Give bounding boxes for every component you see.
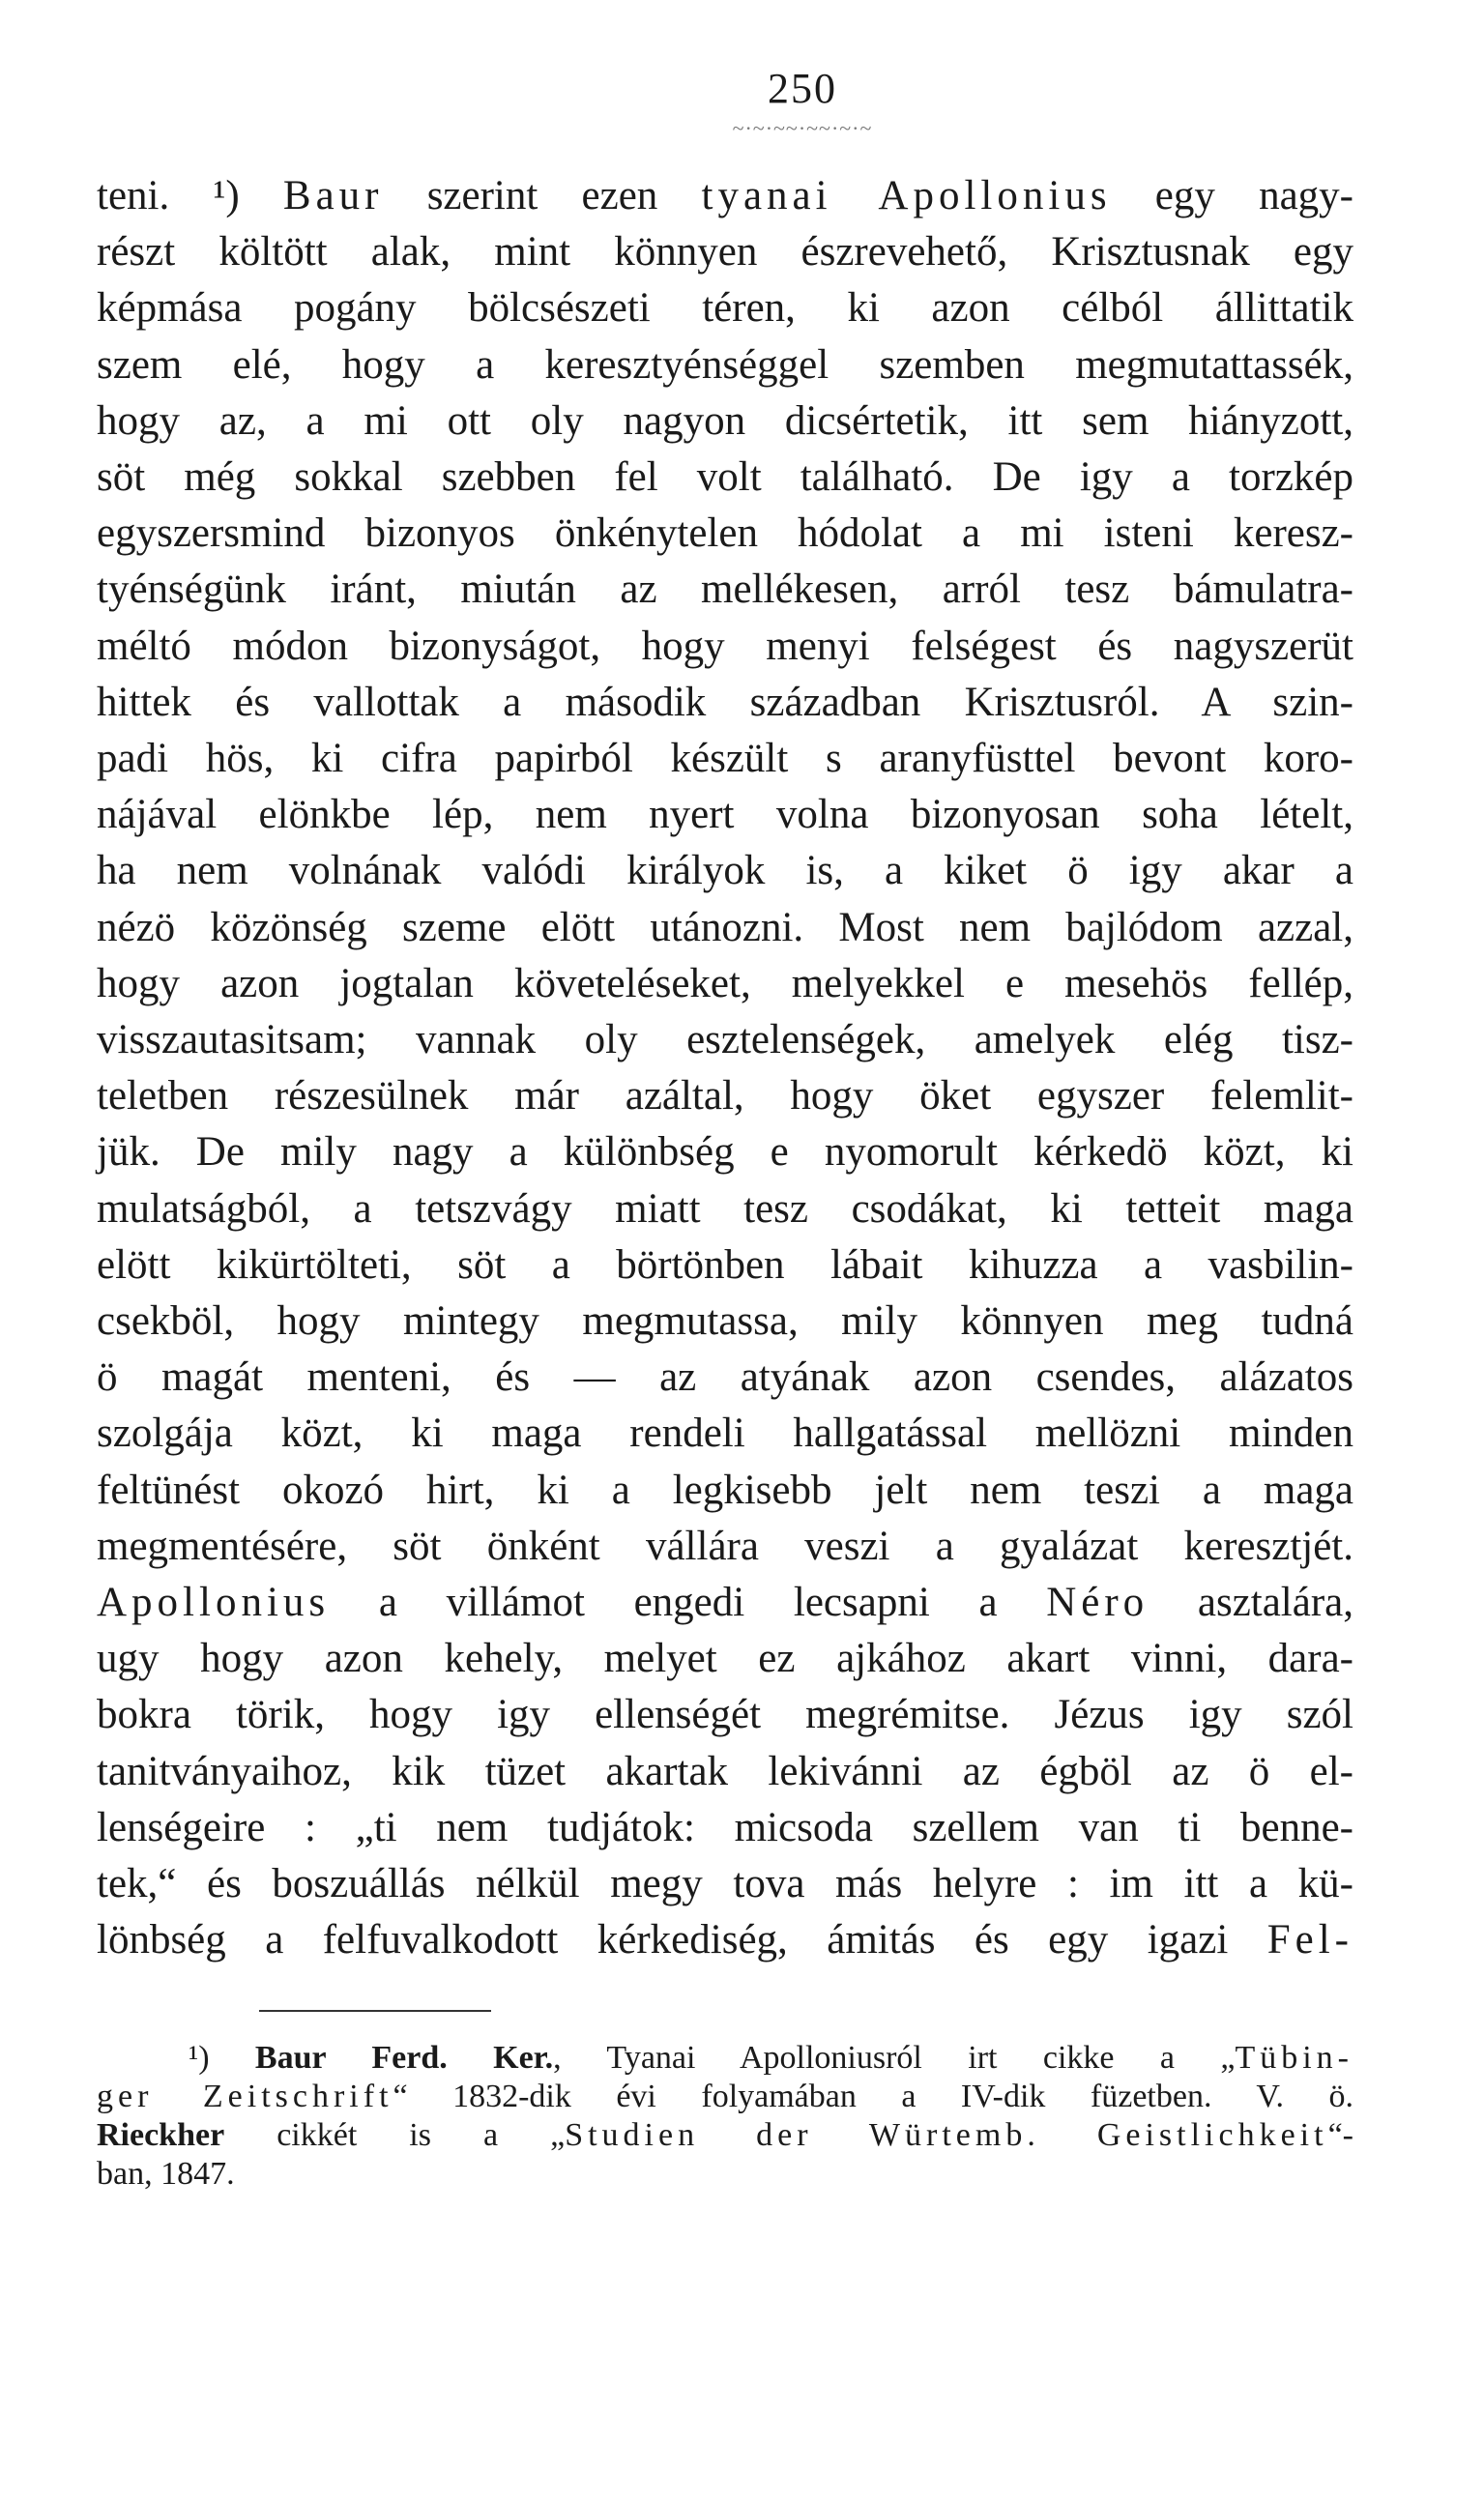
body-line	[97, 1181, 1353, 1237]
spaced-emphasis: Studien der Würtemb. Geistlichkeit	[565, 2116, 1328, 2153]
body-line	[97, 731, 1353, 787]
footnote-divider	[259, 2010, 491, 2012]
text-run: teletben részesülnek már azáltal, hogy öket egyszer felemlit-	[97, 1073, 1353, 1120]
body-line	[97, 506, 1353, 562]
body-line	[97, 280, 1353, 336]
text-run: teni. ¹)	[97, 173, 283, 218]
body-line	[97, 1519, 1353, 1575]
text-run: “ 1832-dik évi folyamában a IV-dik füzetben. V. ö.	[393, 2078, 1353, 2114]
body-line	[97, 1463, 1353, 1519]
body-line	[97, 1350, 1353, 1406]
text-run: asztalára,	[1149, 1580, 1353, 1626]
body-line	[97, 1687, 1353, 1743]
header-ornament: ~·~·~~·~~·~·~	[732, 116, 873, 140]
body-line	[97, 393, 1353, 450]
body-line	[97, 1124, 1353, 1180]
text-run: mulatságból, a tetszvágy miatt tesz csodákat, ki tetteit maga	[97, 1185, 1353, 1232]
text-run: , Tyanai Apolloniusról irt cikke a „	[553, 2039, 1236, 2076]
body-line	[97, 675, 1353, 731]
text-run: cikkét is a „	[224, 2116, 566, 2153]
body-line	[97, 1631, 1353, 1687]
body-text	[97, 168, 1353, 1969]
text-run: “-	[1327, 2116, 1354, 2153]
text-run: hittek és vallottak a második században Krisztusról. A szin-	[97, 679, 1353, 725]
footnote-line	[97, 2155, 1353, 2194]
text-run: elött kikürtölteti, söt a börtönben lábait kihuzza a vasbilin-	[97, 1241, 1353, 1288]
text-run: padi hös, ki cifra papirból készült s aranyfüsttel bevont koro-	[97, 736, 1353, 782]
text-run: nézö közönség szeme elött utánozni. Most nem bajlódom azzal,	[97, 904, 1353, 950]
body-line	[97, 787, 1353, 843]
text-run: méltó módon bizonyságot, hogy menyi felségest és nagyszerüt	[97, 623, 1353, 669]
text-run: ö magát menteni, és — az atyának azon csendes, alázatos	[97, 1354, 1353, 1401]
bold-emphasis: Baur Ferd. Ker.	[254, 2039, 554, 2076]
text-run: hogy azon jogtalan követeléseket, melyekkel e mesehös fellép,	[97, 960, 1353, 1006]
text-run: megmentésére, söt önként vállára veszi a gyalázat keresztjét.	[97, 1523, 1353, 1569]
spaced-emphasis: tyanai Apollonius	[701, 173, 1112, 218]
text-run: jük. De mily nagy a különbség e nyomorult kérkedö közt, ki	[97, 1129, 1353, 1176]
body-line	[97, 1800, 1353, 1856]
body-line	[97, 1912, 1353, 1968]
text-run: feltünést okozó hirt, ki a legkisebb jelt nem teszi a maga	[97, 1467, 1353, 1513]
text-run: ban, 1847.	[97, 2155, 235, 2192]
text-run: tanitványaihoz, kik tüzet akartak lekivánni az égböl az ö el-	[97, 1748, 1353, 1794]
body-line	[97, 1237, 1353, 1294]
footnote-line	[97, 2039, 1353, 2078]
spaced-emphasis: Baur	[282, 173, 384, 218]
body-line	[97, 1012, 1353, 1068]
text-run: nájával elönkbe lép, nem nyert volna bizonyosan soha lételt,	[97, 792, 1353, 838]
text-run: csekböl, hogy mintegy megmutassa, mily könnyen meg tudná	[97, 1298, 1353, 1345]
spaced-emphasis: Apollonius	[97, 1580, 331, 1626]
text-run: bokra törik, hogy igy ellenségét megrémitse. Jézus igy szól	[97, 1692, 1353, 1738]
text-run: ha nem volnának valódi királyok is, a kiket ö igy akar a	[97, 848, 1353, 894]
bold-emphasis: Rieckher	[97, 2116, 225, 2153]
spaced-emphasis: Néro	[1046, 1580, 1149, 1626]
text-run: részt költött alak, mint könnyen észrevehető, Krisztusnak egy	[97, 229, 1353, 276]
text-run: tyénségünk iránt, miután az mellékesen, arról tesz bámulatra-	[97, 567, 1353, 613]
text-run: képmása pogány bölcsészeti téren, ki azon célból állittatik	[97, 285, 1353, 332]
body-line	[97, 450, 1353, 506]
body-line	[97, 168, 1353, 224]
body-line	[97, 562, 1353, 618]
text-run: szem elé, hogy a keresztyénséggel szemben megmutattassék,	[97, 341, 1353, 388]
body-line	[97, 1294, 1353, 1350]
page-number: 250	[768, 65, 837, 112]
body-line	[97, 1068, 1353, 1124]
body-line	[97, 843, 1353, 899]
spaced-emphasis: ger Zeitschrift	[97, 2078, 393, 2114]
text-run: lenségeire : „ti nem tudjátok: micsoda szellem van ti benne-	[97, 1804, 1353, 1850]
text-run: egy nagy-	[1111, 173, 1353, 218]
text-run: egyszersmind bizonyos önkénytelen hódolat a mi isteni keresz-	[97, 510, 1353, 557]
body-line	[97, 337, 1353, 393]
text-run: tek,“ és boszuállás nélkül megy tova más helyre : im itt a kü-	[97, 1861, 1353, 1907]
text-run: ugy hogy azon kehely, melyet ez ajkához akart vinni, dara-	[97, 1636, 1353, 1682]
body-line	[97, 1744, 1353, 1800]
body-line	[97, 1575, 1353, 1631]
text-run: ¹)	[189, 2039, 255, 2076]
text-run: visszautasitsam; vannak oly esztelenségek, amelyek elég tisz-	[97, 1017, 1353, 1063]
body-line	[97, 619, 1353, 675]
footnote	[97, 2039, 1353, 2194]
spaced-emphasis: Tübin-	[1235, 2039, 1354, 2076]
body-line	[97, 1856, 1353, 1912]
footnote-line	[97, 2078, 1353, 2116]
spaced-emphasis: Fel-	[1266, 1917, 1353, 1964]
body-line	[97, 224, 1353, 280]
footnote-line	[97, 2116, 1353, 2155]
page	[97, 65, 1354, 2194]
body-line	[97, 956, 1353, 1012]
text-run: szolgája közt, ki maga rendeli hallgatással mellözni minden	[97, 1411, 1353, 1457]
text-run: hogy az, a mi ott oly nagyon dicsértetik, itt sem hiányzott,	[97, 397, 1353, 444]
text-run: lönbség a felfuvalkodott kérkediség, ámitás és egy igazi	[97, 1917, 1267, 1964]
text-run: a villámot engedi lecsapni a	[330, 1580, 1047, 1626]
text-run: szerint ezen	[383, 173, 702, 218]
body-line	[97, 900, 1353, 956]
body-line	[97, 1406, 1353, 1462]
text-run: söt még sokkal szebben fel volt található. De igy a torzkép	[97, 454, 1353, 501]
